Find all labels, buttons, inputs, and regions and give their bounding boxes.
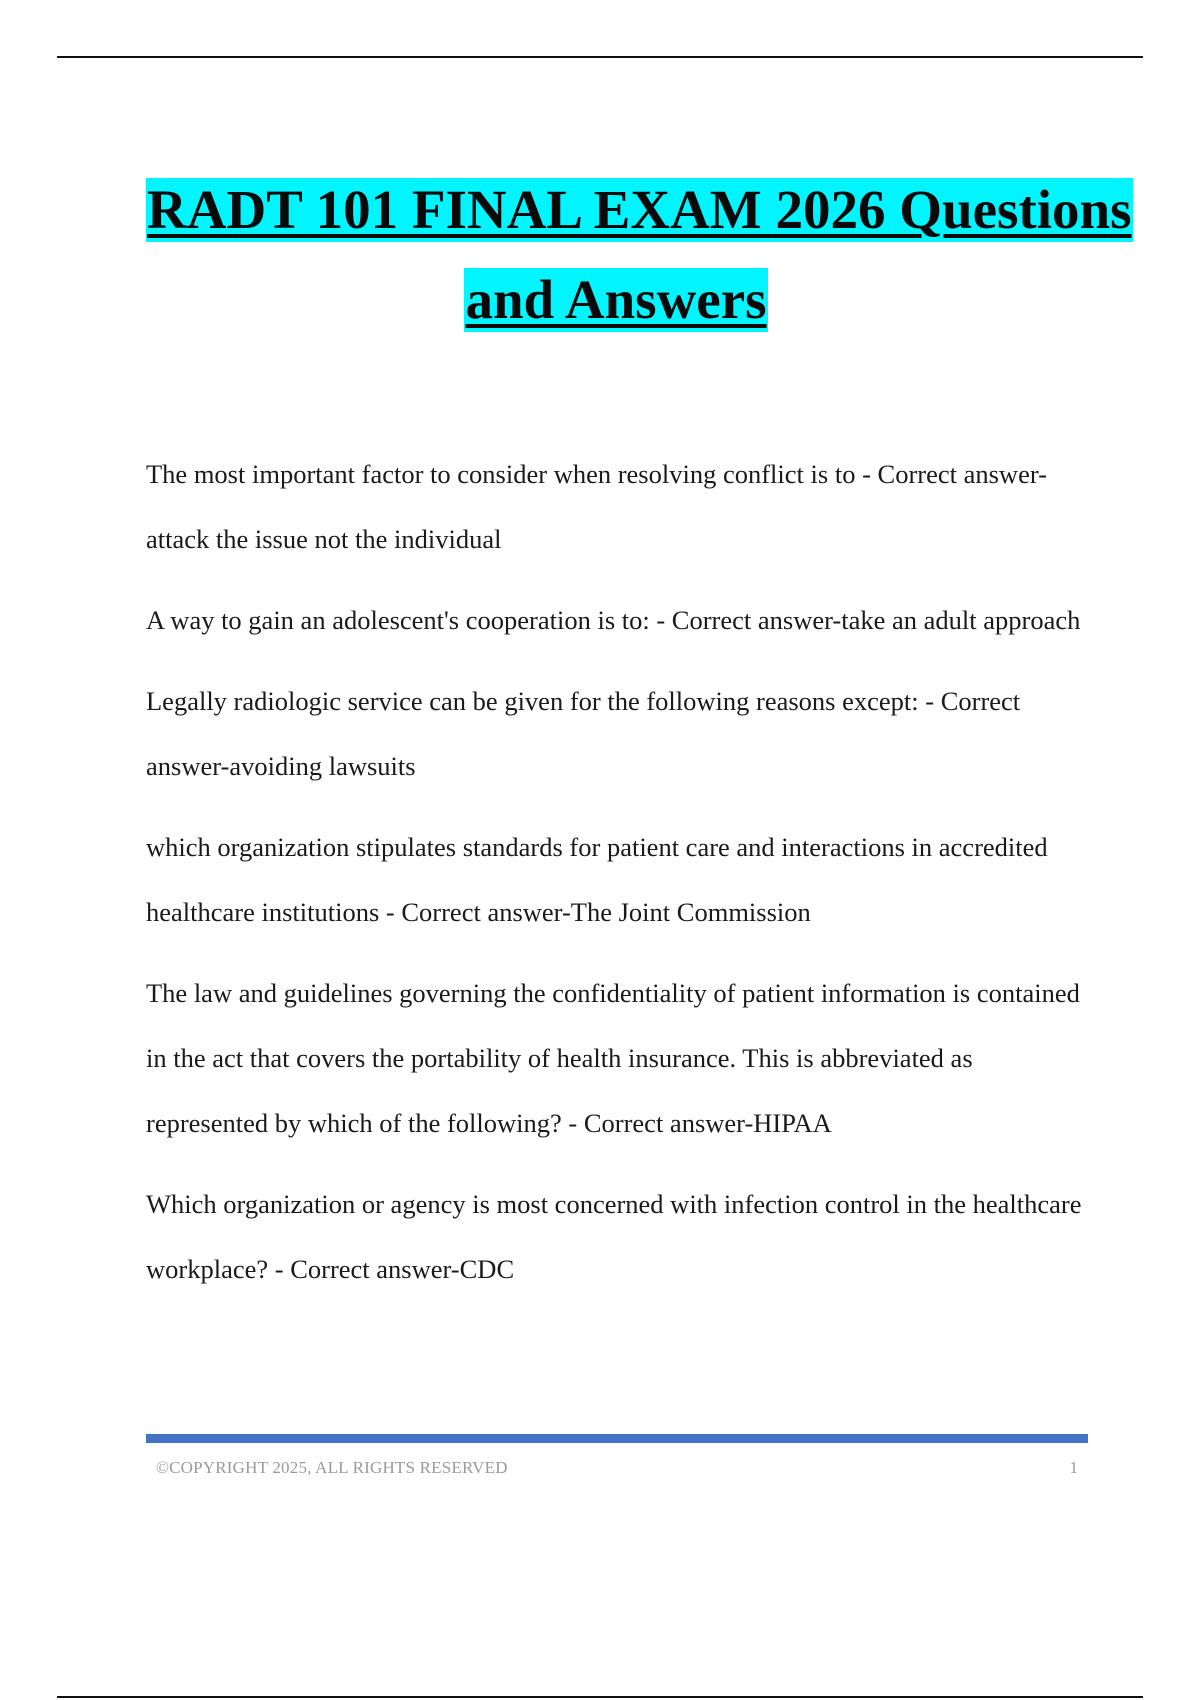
footer-copyright: ©COPYRIGHT 2025, ALL RIGHTS RESERVED [156, 1458, 508, 1477]
top-rule [57, 56, 1143, 58]
qa-item: Which organization or agency is most concerned with infection control in the healthcare workplace? - Correct answer-CDC [146, 1189, 1082, 1284]
title-line-1: RADT 101 FINAL EXAM 2026 Questions [147, 179, 1132, 240]
qa-item: The most important factor to consider when resolving conflict is to - Correct answer-attack the issue not the individual [146, 459, 1047, 554]
footer-bar [146, 1434, 1088, 1443]
qa-item: A way to gain an adolescent's cooperation is to: - Correct answer-take an adult approach [146, 605, 1081, 635]
qa-item: The law and guidelines governing the confidentiality of patient information is contained in the act that covers the portability of health insurance. This is abbreviated as represented by which of the following? - Correct answer-HIPAA [146, 978, 1080, 1138]
document-title [146, 178, 1132, 332]
footer-page-number: 1 [1069, 1458, 1078, 1477]
bottom-rule [57, 1696, 1143, 1698]
qa-item: which organization stipulates standards for patient care and interactions in accredited healthcare institutions - Correct answer-The Joint Commission [146, 832, 1048, 927]
qa-item: Legally radiologic service can be given for the following reasons except: - Correct answer-avoiding lawsuits [146, 686, 1021, 781]
title-line-2: and Answers [465, 269, 767, 330]
qa-list [146, 442, 1096, 1318]
